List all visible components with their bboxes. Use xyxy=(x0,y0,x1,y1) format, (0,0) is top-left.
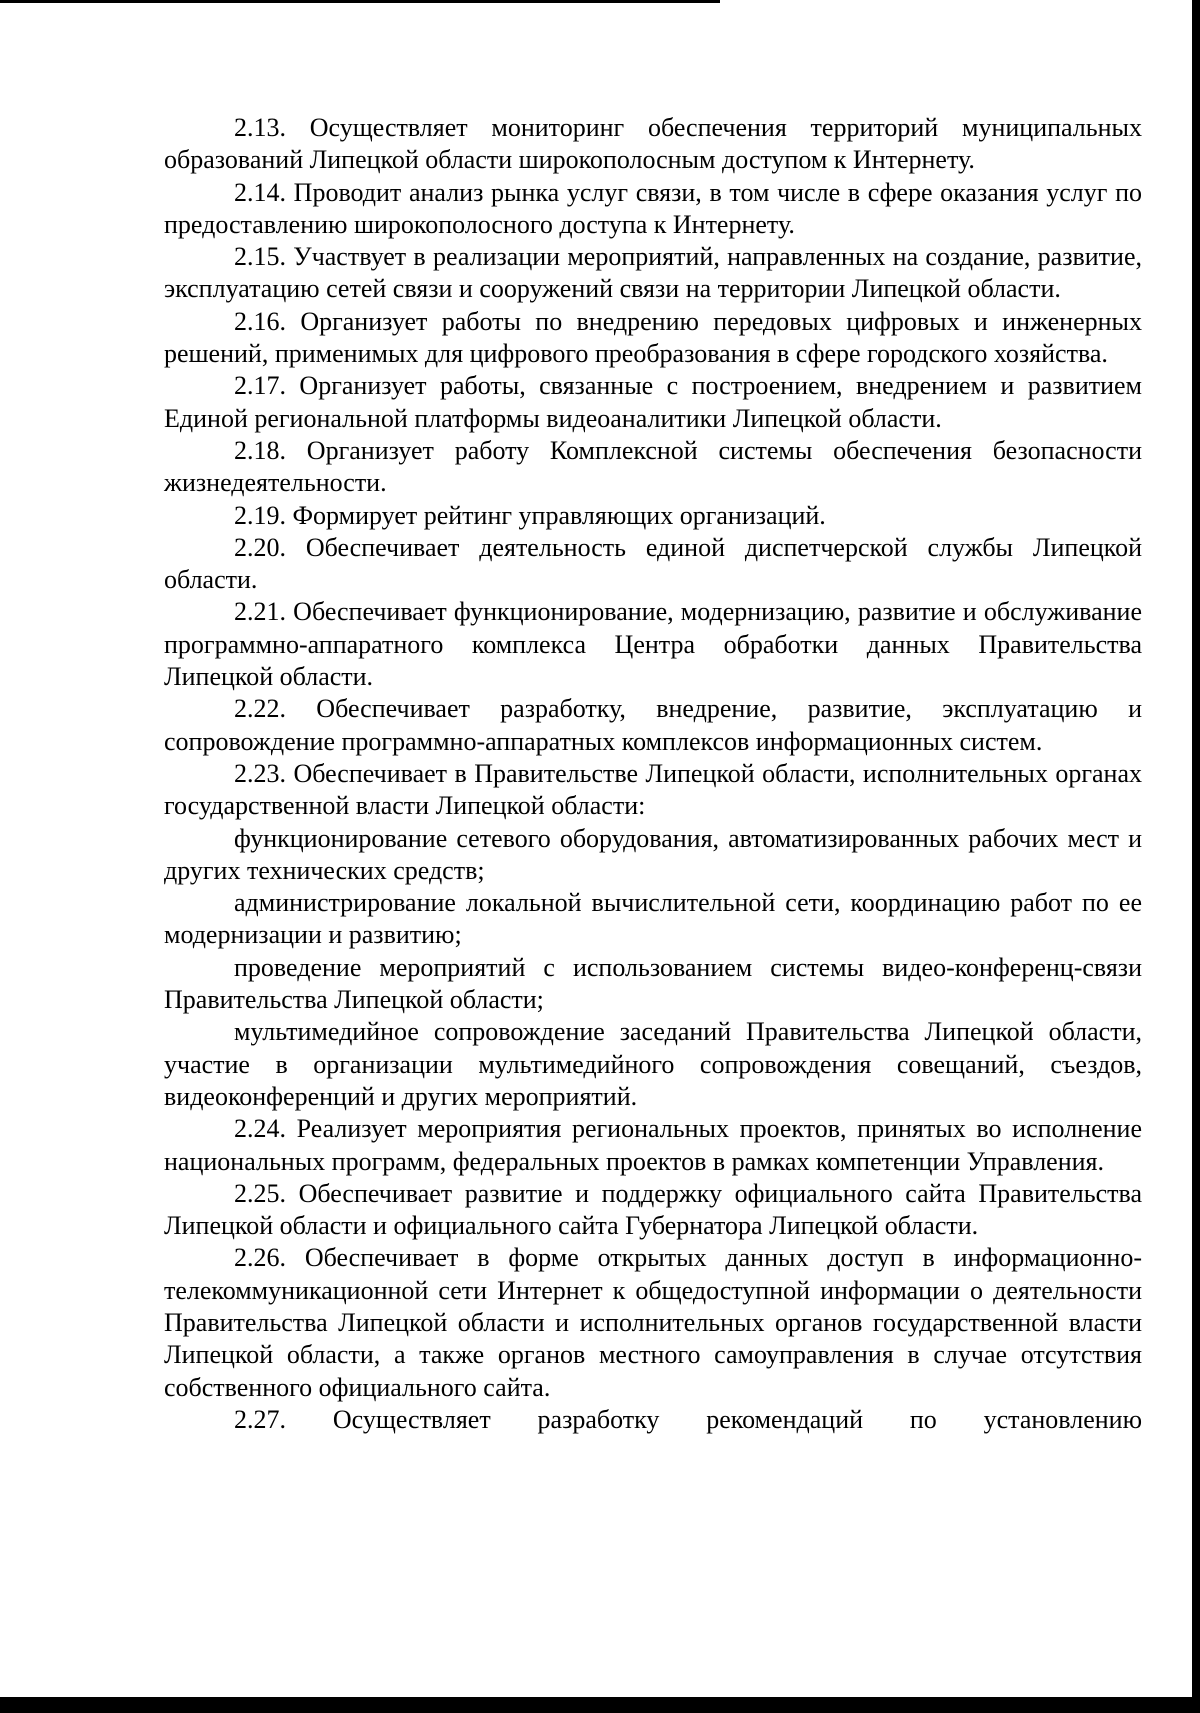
paragraph-2-26: 2.26. Обеспечивает в форме открытых данных доступ в информационно-телекоммуникационной сети Интернет к общедоступной информации о деятельности Правительства Липецкой области и исполнительных органов государственной власти Липецкой области, а также органов местного самоуправления в случае отсутствия собственного официального сайта. xyxy=(164,1243,1142,1402)
list-item-video-conference: проведение мероприятий с использованием системы видео-конференц-связи Правительства Липецкой области; xyxy=(164,952,1142,1015)
scan-edge-top-gap xyxy=(575,0,720,2)
scan-edge-right xyxy=(1192,0,1200,1713)
paragraph-2-27: 2.27. Осуществляет разработку рекомендаций по установлению xyxy=(234,1404,1142,1434)
paragraph-2-23: 2.23. Обеспечивает в Правительстве Липецкой области, исполнительных органах государственной власти Липецкой области: xyxy=(164,758,1142,821)
paragraph-2-13: 2.13. Осуществляет мониторинг обеспечения территорий муниципальных образований Липецкой области широкополосным доступом к Интернету. xyxy=(164,113,1142,175)
document-body xyxy=(164,112,1142,1436)
paragraph-2-24: 2.24. Реализует мероприятия региональных проектов, принятых во исполнение национальных программ, федеральных проектов в рамках компетенции Управления. xyxy=(164,1114,1142,1176)
list-item-network-equipment: функционирование сетевого оборудования, автоматизированных рабочих мест и других технических средств; xyxy=(164,823,1142,885)
paragraph-2-15: 2.15. Участвует в реализации мероприятий, направленных на создание, развитие, эксплуатацию сетей связи и сооружений связи на территории Липецкой области. xyxy=(164,242,1142,304)
paragraph-2-16: 2.16. Организует работы по внедрению передовых цифровых и инженерных решений, применимых для цифрового преобразования в сфере городского хозяйства. xyxy=(164,306,1142,369)
paragraph-2-22: 2.22. Обеспечивает разработку, внедрение, развитие, эксплуатацию и сопровождение программно-аппаратных комплексов информационных систем. xyxy=(164,694,1142,756)
paragraph-2-21: 2.21. Обеспечивает функционирование, модернизацию, развитие и обслуживание программно-аппаратного комплекса Центра обработки данных Правительства Липецкой области. xyxy=(164,597,1142,692)
list-item-lan-administration: администрирование локальной вычислительной сети, координацию работ по ее модернизации и развитию; xyxy=(164,888,1142,950)
paragraph-2-14: 2.14. Проводит анализ рынка услуг связи, в том числе в сфере оказания услуг по предоставлению широкополосного доступа к Интернету. xyxy=(164,177,1142,239)
list-item-multimedia-support: мультимедийное сопровождение заседаний Правительства Липецкой области, участие в организации мультимедийного сопровождения совещаний, съездов, видеоконференций и других мероприятий. xyxy=(164,1017,1142,1111)
paragraph-2-18: 2.18. Организует работу Комплексной системы обеспечения безопасности жизнедеятельности. xyxy=(164,435,1142,498)
scan-edge-bottom xyxy=(0,1697,1200,1713)
paragraph-2-25: 2.25. Обеспечивает развитие и поддержку официального сайта Правительства Липецкой области и официального сайта Губернатора Липецкой области. xyxy=(164,1178,1142,1241)
paragraph-2-20: 2.20. Обеспечивает деятельность единой диспетчерской службы Липецкой области. xyxy=(164,532,1142,595)
paragraph-2-19: 2.19. Формирует рейтинг управляющих организаций. xyxy=(234,500,826,530)
paragraph-2-17: 2.17. Организует работы, связанные с построением, внедрением и развитием Единой региональной платформы видеоаналитики Липецкой области. xyxy=(164,371,1142,433)
